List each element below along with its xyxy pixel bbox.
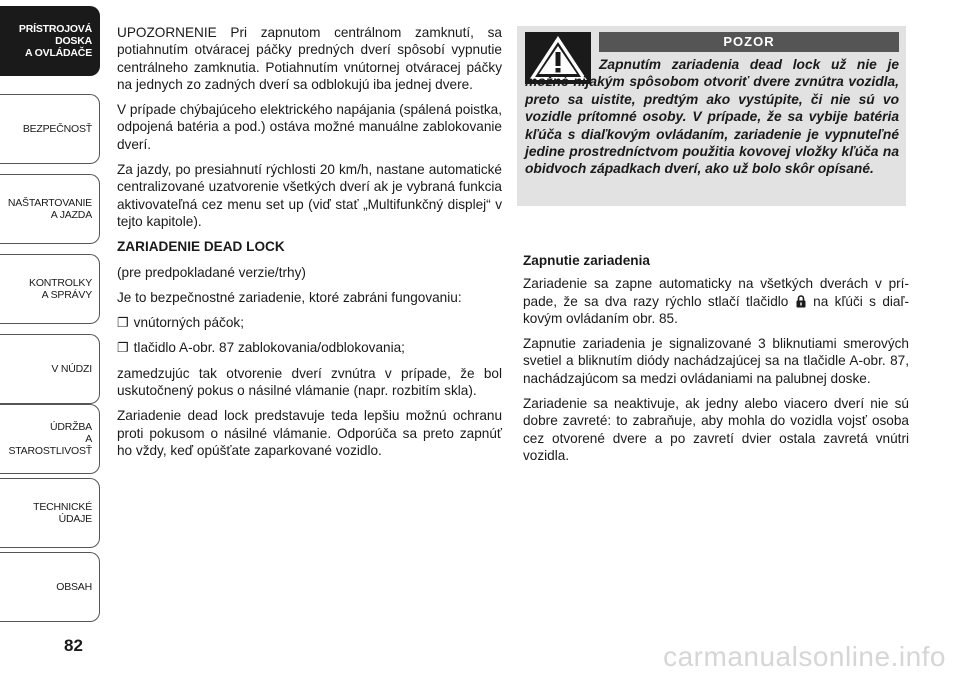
warning-title: POZOR — [599, 32, 899, 52]
chapter-sidebar — [0, 0, 104, 640]
right-column — [523, 252, 909, 472]
page-number: 82 — [64, 636, 83, 655]
watermark: carmanualsonline.info — [663, 641, 946, 672]
tab-obsah[interactable]: OBSAH — [0, 552, 100, 622]
tab-v-nudzi[interactable]: V NÚDZI — [0, 334, 100, 404]
paragraph-zapnutie-end: na kľúči s diaľkovým ovládaním obr. 85. — [523, 293, 909, 326]
warning-box — [517, 26, 906, 206]
list-item — [117, 314, 502, 331]
paragraph-intro: Je to bezpečnostné zariadenie, ktoré zabráni fungovaniu: — [117, 289, 462, 305]
paragraph-upozornenie: UPOZORNENIE Pri zapnutom centrálnom zamknutí, sa potiahnutím otváracej páčky predných dverí spôsobí vypnutie centrálneho zamknutia. Potiahnutím vnútornej otváracej páčky na jednych zo zadných dverí sa odblokujú iba jednej dvere. — [117, 25, 502, 92]
list-item-text: tlačidlo A-obr. 87 zablokovania/odblokovania; — [133, 340, 405, 356]
paragraph-napajanie: V prípade chýbajúceho elektrického napájania (spálená poistka, odpojená batéria a pod.) ostáva možné manuálne zablokovanie dverí. — [117, 102, 502, 152]
checkbox-bullet-icon: ❐ — [117, 340, 129, 356]
tab-nastartovanie-a-jazda[interactable]: NAŠTARTOVANIE A JAZDA — [0, 174, 100, 244]
paragraph-zamedzujuc: zamedzujúc tak otvorenie dverí zvnútra v prípade, že bol uskutočnený pokus o násilné vlámanie (napr. rozbitím skla). — [117, 365, 502, 399]
paragraph-zapnutie-start: Zariadenie sa zapne automaticky na všetkých dverách v prípade, že sa dva razy rýchlo stlačí tlačidlo — [523, 276, 909, 309]
paragraph-odporuca: Zariadenie dead lock predstavuje teda lepšiu možnú ochranu proti pokusom o násilné vlámanie. Odporúča sa preto zapnúť ho vždy, keď opúšťate zaparkované vozidlo. — [117, 408, 502, 458]
section-heading-dead-lock: ZARIADENIE DEAD LOCK — [117, 239, 285, 255]
tab-technicke-udaje[interactable]: TECHNICKÉ ÚDAJE — [0, 478, 100, 548]
left-column — [117, 24, 502, 467]
section-subheading: (pre predpokladané verzie/trhy) — [117, 264, 306, 280]
tab-udrzba[interactable]: ÚDRŽBA A STAROSTLIVOSŤ — [0, 404, 100, 474]
list-item — [117, 339, 502, 356]
warning-text: Zapnutím zariadenia dead lock už nie je možné nijakým spôsobom otvoriť dvere zvnútra vozidla, preto sa uistite, predtým ako vystúpite, či nie sú vo vozidle prítomné osoby. V prípade, že sa vybije batéria kľúča s diaľkovým ovládaním, zariadenie je vypnuteľné jedine prostredníctvom použitia kovovej vložky kľúča na obidvoch západkach dverí, ako už bolo skôr opísané. — [525, 57, 899, 177]
padlock-icon — [796, 295, 806, 308]
checkbox-bullet-icon: ❐ — [117, 315, 129, 331]
list-item-text: vnútorných páčok; — [133, 315, 244, 331]
tab-kontrolky-a-spravy[interactable]: KONTROLKY A SPRÁVY — [0, 254, 100, 324]
paragraph-zapnutie — [523, 275, 909, 327]
paragraph-jazda: Za jazdy, po presiahnutí rýchlosti 20 km/h, nastane automatické centralizované uzatvorenie všetkých dverí ak je vybraná funkcia aktivovateľná cez menu set up (viď stať „Multifunkčný displej“ v tejto kapitole). — [117, 162, 502, 229]
section-heading-zapnutie: Zapnutie zariadenia — [523, 253, 650, 268]
tab-bezpecnost[interactable]: BEZPEČNOSŤ — [0, 94, 100, 164]
paragraph-neaktivuje: Zariadenie sa neaktivuje, ak jedny alebo viacero dverí nie sú dobre zavreté: to zabraňuje, aby mohla do vozidla vojsť osoba cez otvorené dvere a po zavretí dvier ostala zavretá vnútri vozidla. — [523, 396, 909, 463]
tab-pristrojova-doska[interactable]: PRÍSTROJOVÁ DOSKA A OVLÁDAČE — [0, 6, 100, 76]
paragraph-signalizacia: Zapnutie zariadenia je signalizované 3 bliknutiami smerových svetiel a bliknutím diódy nachádzajúcej sa na tlačidle A-obr. 87, nachádzajúcom sa medzi ovládaniami na palubnej doske. — [523, 336, 909, 386]
